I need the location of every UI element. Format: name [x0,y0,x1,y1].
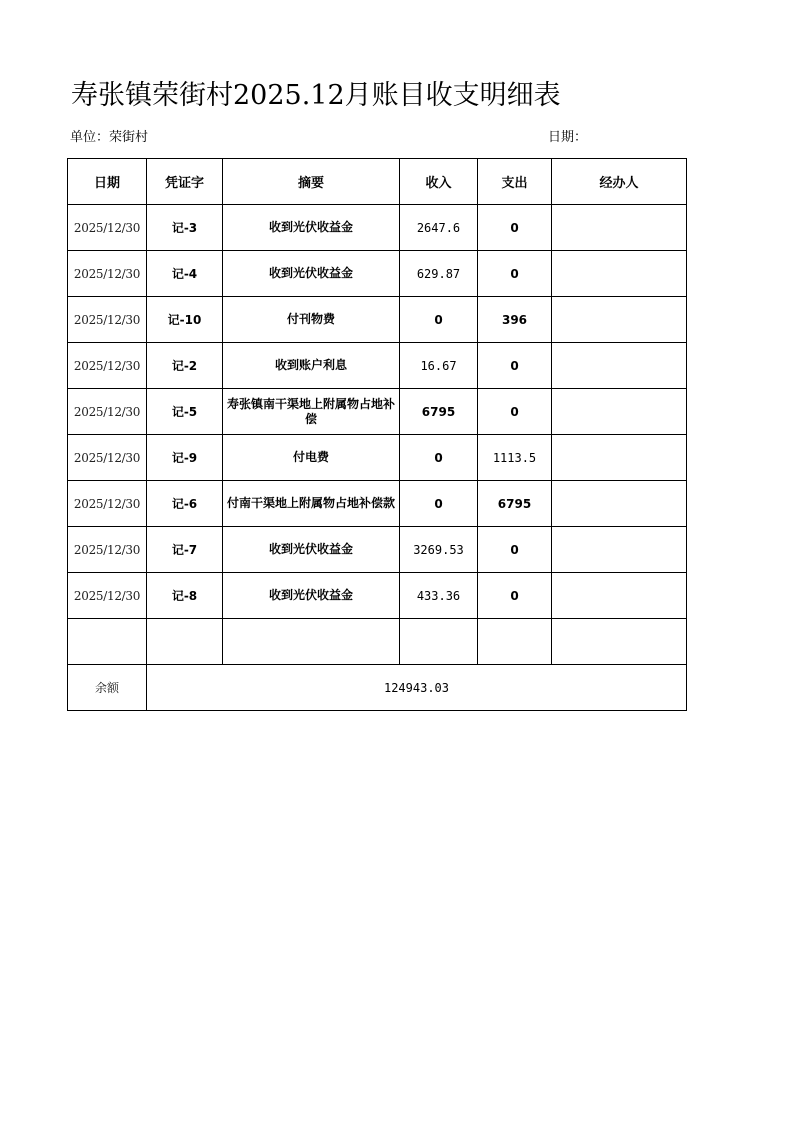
cell-income [400,619,478,665]
cell-handler [552,573,687,619]
cell-summary: 收到账户利息 [223,343,400,389]
cell-expense: 0 [478,389,552,435]
cell-expense: 1113.5 [478,435,552,481]
cell-summary: 收到光伏收益金 [223,527,400,573]
cell-expense [478,619,552,665]
cell-handler [552,527,687,573]
cell-summary: 付电费 [223,435,400,481]
cell-summary: 收到光伏收益金 [223,251,400,297]
cell-date: 2025/12/30 [68,251,147,297]
table-row [68,619,687,665]
column-header-voucher: 凭证字 [147,159,223,205]
cell-date: 2025/12/30 [68,297,147,343]
cell-income: 16.67 [400,343,478,389]
cell-voucher: 记-10 [147,297,223,343]
column-header-date: 日期 [68,159,147,205]
ledger-table [67,158,687,711]
balance-value: 124943.03 [147,665,687,711]
cell-voucher: 记-2 [147,343,223,389]
cell-date: 2025/12/30 [68,481,147,527]
cell-income: 629.87 [400,251,478,297]
cell-expense: 6795 [478,481,552,527]
column-header-handler: 经办人 [552,159,687,205]
table-row [68,435,687,481]
column-header-income: 收入 [400,159,478,205]
page-title: 寿张镇荣街村2025.12月账目收支明细表 [71,80,561,111]
cell-voucher: 记-9 [147,435,223,481]
cell-income: 0 [400,481,478,527]
cell-date: 2025/12/30 [68,573,147,619]
cell-income: 6795 [400,389,478,435]
cell-handler [552,251,687,297]
cell-date: 2025/12/30 [68,205,147,251]
cell-summary: 寿张镇南干渠地上附属物占地补偿 [223,389,400,435]
cell-income: 0 [400,297,478,343]
balance-label: 余额 [68,665,147,711]
table-header-row [68,159,687,205]
cell-voucher: 记-8 [147,573,223,619]
cell-income: 3269.53 [400,527,478,573]
cell-handler [552,343,687,389]
table-row [68,527,687,573]
cell-date: 2025/12/30 [68,527,147,573]
cell-income: 0 [400,435,478,481]
cell-handler [552,481,687,527]
table-row [68,389,687,435]
cell-handler [552,205,687,251]
cell-income: 2647.6 [400,205,478,251]
cell-expense: 0 [478,527,552,573]
cell-expense: 0 [478,251,552,297]
cell-voucher: 记-4 [147,251,223,297]
cell-handler [552,619,687,665]
cell-handler [552,435,687,481]
table-row [68,251,687,297]
cell-summary: 收到光伏收益金 [223,573,400,619]
table-row [68,573,687,619]
cell-date [68,619,147,665]
cell-voucher: 记-7 [147,527,223,573]
column-header-expense: 支出 [478,159,552,205]
column-header-summary: 摘要 [223,159,400,205]
cell-voucher: 记-6 [147,481,223,527]
cell-voucher: 记-3 [147,205,223,251]
cell-expense: 0 [478,573,552,619]
balance-row [68,665,687,711]
cell-expense: 0 [478,205,552,251]
unit-label: 单位：荣街村 [70,130,149,145]
table-row [68,297,687,343]
cell-voucher [147,619,223,665]
cell-handler [552,297,687,343]
cell-date: 2025/12/30 [68,343,147,389]
cell-voucher: 记-5 [147,389,223,435]
date-label: 日期： [548,130,588,145]
cell-summary: 付南干渠地上附属物占地补偿款 [223,481,400,527]
cell-date: 2025/12/30 [68,389,147,435]
cell-handler [552,389,687,435]
table-row [68,205,687,251]
cell-summary [223,619,400,665]
table-row [68,481,687,527]
cell-expense: 396 [478,297,552,343]
cell-summary: 收到光伏收益金 [223,205,400,251]
cell-summary: 付刊物费 [223,297,400,343]
cell-income: 433.36 [400,573,478,619]
cell-expense: 0 [478,343,552,389]
cell-date: 2025/12/30 [68,435,147,481]
table-row [68,343,687,389]
